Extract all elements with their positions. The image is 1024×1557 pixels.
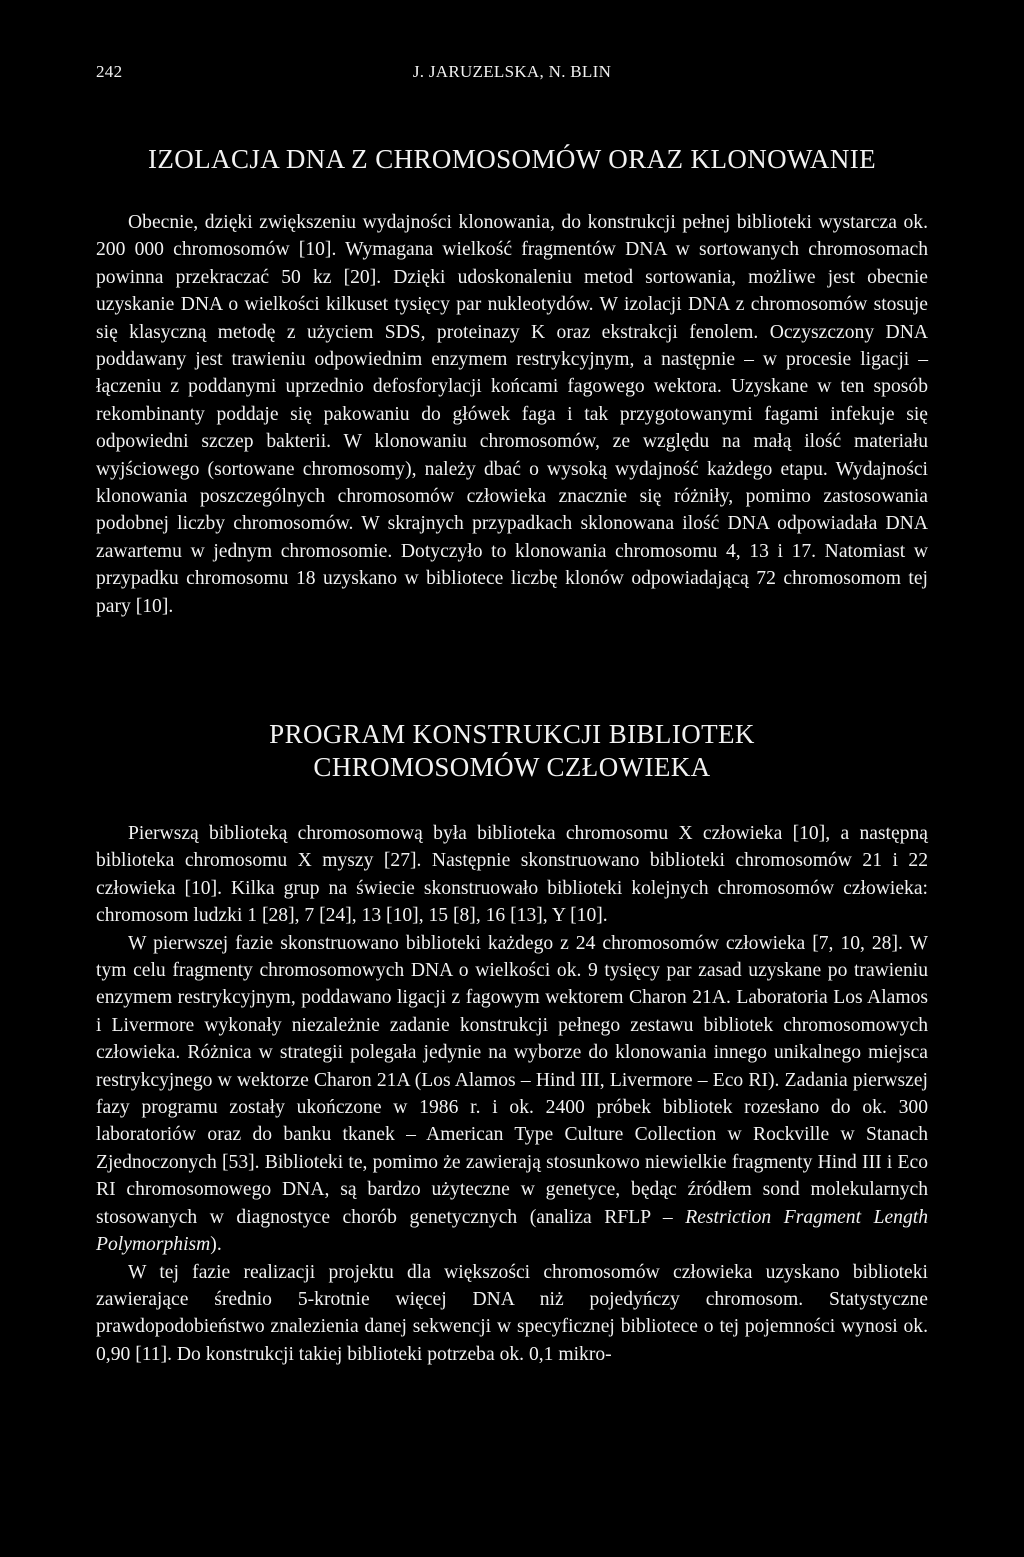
section-title-line: CHROMOSOMÓW CZŁOWIEKA	[313, 752, 711, 782]
page-number: 242	[96, 62, 123, 81]
section-body-library-program	[96, 820, 928, 1368]
running-head-authors: J. JARUZELSKA, N. BLIN	[412, 62, 612, 81]
paragraph-text: ).	[210, 1234, 222, 1256]
section-title-isolation: IZOLACJA DNA Z CHROMOSOMÓW ORAZ KLONOWANIE	[147, 144, 877, 174]
paragraph: Pierwszą biblioteką chromosomową była biblioteka chromosomu X człowieka [10], a następną biblioteka chromosomu X myszy [27]. Następnie skonstruowano biblioteki chromosomów 21 i 22 człowieka [10]. Kilka grup na świecie skonstruowało biblioteki kolejnych chromosomów człowieka: chromosom ludzki 1 [28], 7 [24], 13 [10], 15 [8], 16 [13], Y [10].	[96, 823, 928, 927]
paragraph	[96, 930, 928, 1259]
paragraph-text: W pierwszej fazie skonstruowano biblioteki każdego z 24 chromosomów człowieka [7, 10, 28]. W tym celu fragmenty chromosomowych DNA o wielkości ok. 9 tysięcy par zasad uzyskane po trawieniu enzymem restrykcyjnym, poddawano ligacji z fagowym wektorem Charon 21A. Laboratoria Los Alamos i Livermore wykonały niezależnie zadanie konstrukcji pełnego zestawu bibliotek chromosomowych człowieka. Różnica w strategii polegała jedynie na wyborze do klonowania innego unikalnego miejsca restrykcyjnego w wektorze Charon 21A (Los Alamos – Hind III, Livermore – Eco RI). Zadania pierwszej fazy programu zostały ukończone w 1986 r. i ok. 2400 próbek bibliotek rozesłano do ok. 300 laboratoriów oraz do banku tkanek – American Type Culture Collection w Rockville w Stanach Zjednoczonych [53]. Biblioteki te, pomimo że zawierają stosunkowo niewielkie fragmenty Hind III i Eco RI chromosomowego DNA, są bardzo użyteczne w genetyce, będąc źródłem sond molekularnych stosowanych w diagnostyce chorób genetycznych (analiza RFLP –	[96, 932, 928, 1228]
running-head	[96, 62, 928, 86]
section-title-line: PROGRAM KONSTRUKCJI BIBLIOTEK	[269, 719, 755, 749]
paragraph: Obecnie, dzięki zwiększeniu wydajności klonowania, do konstrukcji pełnej biblioteki wystarcza ok. 200 000 chromosomów [10]. Wymagana wielkość fragmentów DNA w sortowanych chromosomach powinna przekraczać 50 kz [20]. Dzięki udoskonaleniu metod sortowania, możliwe jest obecnie uzyskanie DNA o wielkości kilkuset tysięcy par nukleotydów. W izolacji DNA z chromosomów stosuje się klasyczną metodę z użyciem SDS, proteinazy K oraz ekstrakcji fenolem. Oczyszczony DNA poddawany jest trawieniu odpowiednim enzymem restrykcyjnym, a następnie – w procesie ligacji – łączeniu z poddanymi uprzednio defosforylacji końcami fagowego wektora. Uzyskane w ten sposób rekombinanty poddaje się pakowaniu do główek faga i tak przygotowanymi fagami infekuje się odpowiedni szczep bakterii. W klonowaniu chromosomów, ze względu na małą ilość materiału wyjściowego (sortowane chromosomy), należy dbać o wysoką wydajność każdego etapu. Wydajności klonowania poszczególnych chromosomów człowieka znacznie się różniły, pomimo zastosowania podobnej liczby chromosomów. W skrajnych przypadkach sklonowana ilość DNA odpowiadała DNA zawartemu w jednym chromosomie. Dotyczyło to klonowania chromosomu 4, 13 i 17. Natomiast w przypadku chromosomu 18 uzyskano w bibliotece liczbę klonów odpowiadającą 72 chromosomom tej pary [10].	[96, 212, 928, 617]
section-body-isolation	[96, 209, 928, 620]
section-title-library-program	[96, 718, 928, 784]
paragraph: W tej fazie realizacji projektu dla większości chromosomów człowieka uzyskano biblioteki zawierające średnio 5-krotnie więcej DNA niż pojedyńczy chromosom. Statystyczne prawdopodobieństwo znalezienia danej sekwencji w specyficznej bibliotece o tej pojemności wynosi ok. 0,90 [11]. Do konstrukcji takiej biblioteki potrzeba ok. 0,1 mikro-	[96, 1261, 928, 1365]
italic-term: Restriction Fragment Length Polymorphism	[96, 1206, 928, 1256]
